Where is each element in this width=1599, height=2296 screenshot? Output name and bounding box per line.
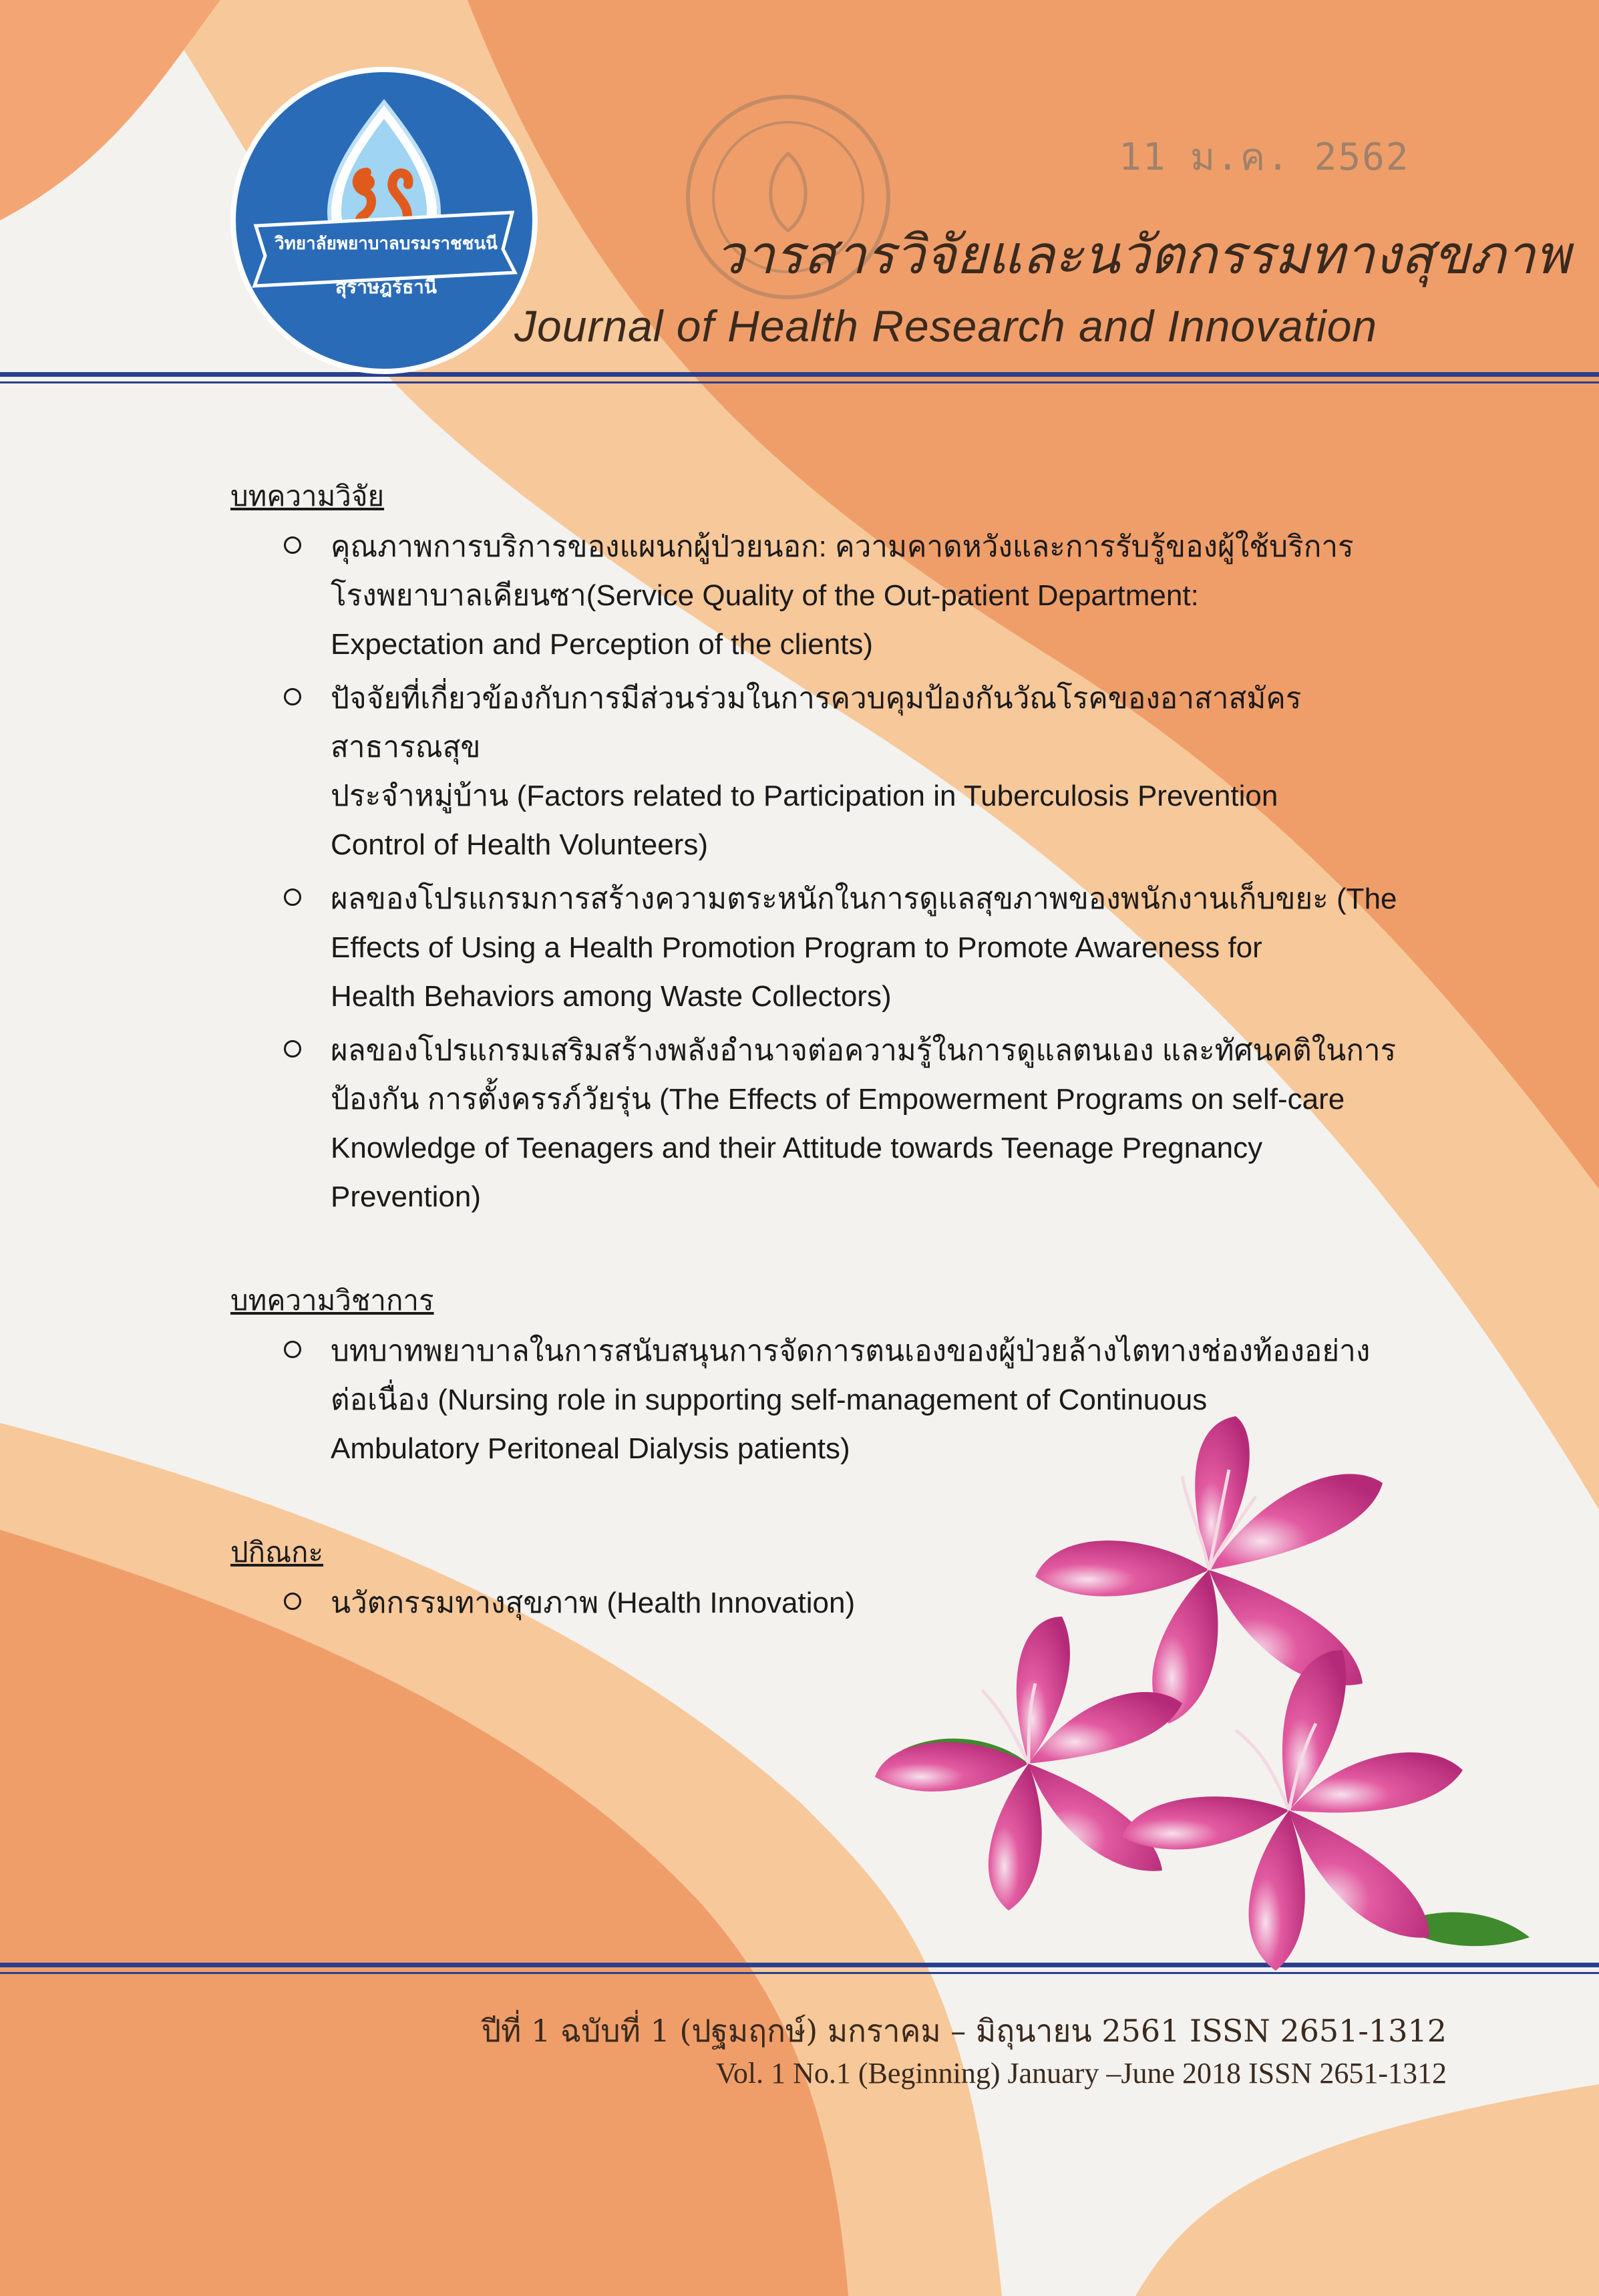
item-line: นวัตกรรมทางสุขภาพ (Health Innovation) — [331, 1587, 856, 1619]
item-line: ประจำหมู่บ้าน (Factors related to Participation in Tuberculosis Prevention — [331, 780, 1278, 812]
logo-banner-line1: วิทยาลัยพยาบาลบรมราชชนนี — [275, 234, 498, 254]
journal-title-thai: วารสารวิจัยและนวัตกรรมทางสุขภาพ — [715, 224, 1571, 286]
circle-bullet-icon — [284, 536, 301, 554]
item-line: คุณภาพการบริการของแผนกผู้ป่วยนอก: ความคาดหวังและการรับรู้ของผู้ใช้บริการ — [331, 530, 1354, 563]
circle-bullet-icon — [284, 1341, 301, 1358]
stamp-date: 11 ม.ค. 2562 — [1119, 136, 1410, 179]
section-research — [230, 474, 1433, 1221]
item-line: Prevention) — [331, 1180, 482, 1213]
item-line: Effects of Using a Health Promotion Program to Promote Awareness for — [331, 931, 1262, 964]
item-line: Health Behaviors among Waste Collectors) — [331, 980, 892, 1013]
list-item — [230, 874, 1433, 1021]
issue-info-thai: ปีที่ 1 ฉบับที่ 1 (ปฐมฤกษ์) มกราคม – มิถุนายน 2561 ISSN 2651-1312 — [481, 2013, 1447, 2049]
logo-banner-line2: สุราษฎร์ธานี — [335, 276, 437, 298]
item-line: โรงพยาบาลเคียนซา(Service Quality of the Out-patient Department: — [331, 579, 1199, 612]
item-line: Ambulatory Peritoneal Dialysis patients) — [331, 1432, 850, 1465]
item-line: ป้องกัน การตั้งครรภ์วัยรุ่น (The Effects of Empowerment Programs on self-care — [331, 1083, 1345, 1116]
item-line: ปัจจัยที่เกี่ยวข้องกับการมีส่วนร่วมในการควบคุมป้องกันวัณโรคของอาสาสมัครสาธารณสุข — [331, 682, 1302, 764]
journal-title-english: Journal of Health Research and Innovation — [514, 301, 1378, 351]
circle-bullet-icon — [284, 688, 301, 705]
section-heading: ปกิณกะ — [230, 1536, 324, 1568]
item-line: ผลของโปรแกรมการสร้างความตระหนักในการดูแลสุขภาพของพนักงานเก็บขยะ (The — [331, 882, 1397, 915]
circle-bullet-icon — [284, 888, 301, 906]
item-line: ต่อเนื่อง (Nursing role in supporting self-management of Continuous — [331, 1383, 1208, 1416]
list-item — [230, 1026, 1433, 1221]
item-line: Knowledge of Teenagers and their Attitude towards Teenage Pregnancy — [331, 1132, 1263, 1164]
circle-bullet-icon — [284, 1593, 301, 1610]
section-heading: บทความวิจัย — [230, 480, 385, 512]
circle-bullet-icon — [284, 1040, 301, 1057]
item-line: Expectation and Perception of the clients) — [331, 628, 874, 661]
section-heading: บทความวิชาการ — [230, 1285, 434, 1316]
item-line: บทบาทพยาบาลในการสนับสนุนการจัดการตนเองของผู้ป่วยล้างไตทางช่องท้องอย่าง — [331, 1335, 1371, 1367]
college-logo — [230, 67, 538, 374]
item-line: Control of Health Volunteers) — [331, 828, 708, 861]
orchid-flowers-image — [862, 1416, 1536, 1991]
item-line: ผลของโปรแกรมเสริมสร้างพลังอำนาจต่อความรู้ในการดูแลตนเอง และทัศนคติในการ — [331, 1034, 1397, 1067]
issue-info-english: Vol. 1 No.1 (Beginning) January –June 2018 ISSN 2651-1312 — [715, 2057, 1447, 2090]
list-item — [230, 674, 1433, 869]
list-item — [230, 522, 1433, 669]
thai-numeral-5-drop-icon — [236, 72, 532, 369]
